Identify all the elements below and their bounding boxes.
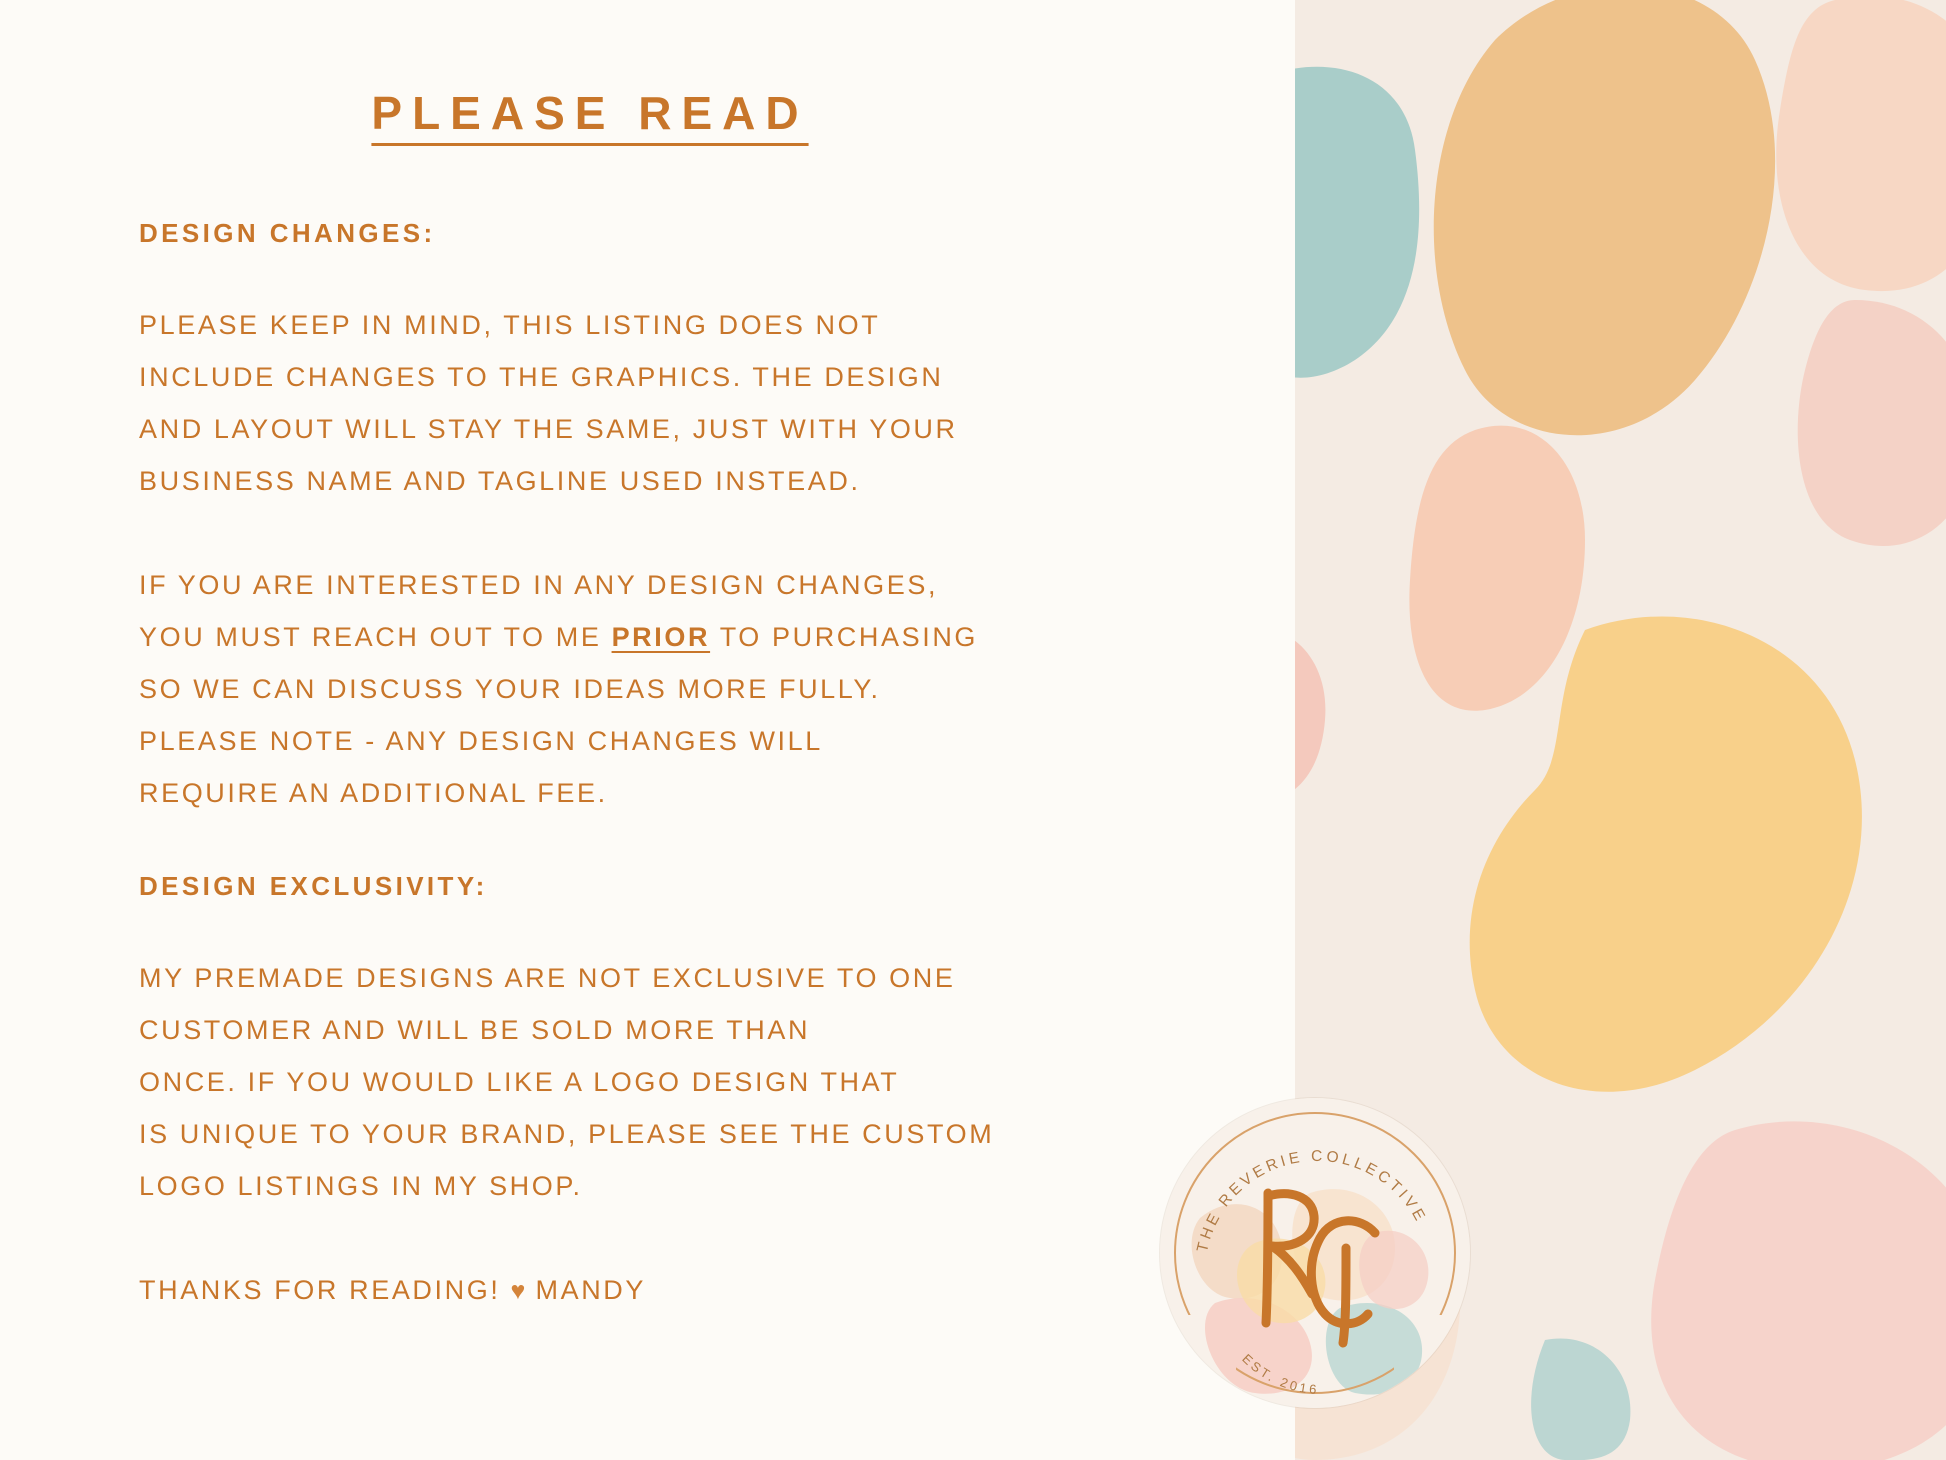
- closing-text: THANKS FOR READING!: [139, 1275, 501, 1305]
- paragraph-line: [139, 611, 1259, 663]
- paragraph-line: AND LAYOUT WILL STAY THE SAME, JUST WITH YOUR: [139, 414, 958, 444]
- paragraph-design-changes-fee: [139, 559, 1259, 819]
- paragraph-design-exclusivity: [139, 952, 1259, 1212]
- logo-arc-textpath: THE REVERIE COLLECTIVE: [1193, 1147, 1430, 1254]
- paragraph-line: LOGO LISTINGS IN MY SHOP.: [139, 1171, 583, 1201]
- paragraph-line: REQUIRE AN ADDITIONAL FEE.: [139, 778, 608, 808]
- paragraph-line: IS UNIQUE TO YOUR BRAND, PLEASE SEE THE CUSTOM: [139, 1119, 995, 1149]
- emphasis-prior: PRIOR: [611, 622, 711, 652]
- page-title: PLEASE READ: [371, 87, 809, 139]
- closing-signature: MANDY: [535, 1275, 647, 1305]
- paragraph-line: CUSTOMER AND WILL BE SOLD MORE THAN: [139, 1015, 811, 1045]
- spacer: [139, 507, 1259, 559]
- section-heading-design-changes: DESIGN CHANGES:: [139, 218, 436, 248]
- paragraph-line: IF YOU ARE INTERESTED IN ANY DESIGN CHANGES,: [139, 570, 939, 600]
- paragraph-line: ONCE. IF YOU WOULD LIKE A LOGO DESIGN THAT: [139, 1067, 900, 1097]
- logo-badge: [1160, 1098, 1470, 1408]
- paragraph-line: INCLUDE CHANGES TO THE GRAPHICS. THE DESIGN: [139, 362, 944, 392]
- paragraph-line: MY PREMADE DESIGNS ARE NOT EXCLUSIVE TO ONE: [139, 963, 956, 993]
- document-body: [139, 218, 1259, 1317]
- heart-icon: ♥: [510, 1277, 526, 1305]
- paragraph-line: SO WE CAN DISCUSS YOUR IDEAS MORE FULLY.: [139, 674, 881, 704]
- closing-line: [139, 1264, 1259, 1317]
- paragraph-design-changes: [139, 299, 1259, 507]
- logo-est-text: [1160, 1098, 1470, 1408]
- spacer: [139, 902, 1259, 952]
- paragraph-line: BUSINESS NAME AND TAGLINE USED INSTEAD.: [139, 466, 861, 496]
- spacer: [139, 249, 1259, 299]
- section-heading-design-exclusivity: DESIGN EXCLUSIVITY:: [139, 871, 488, 901]
- paragraph-line: PLEASE KEEP IN MIND, THIS LISTING DOES NOT: [139, 310, 881, 340]
- paragraph-line-part: YOU MUST REACH OUT TO ME: [139, 622, 612, 652]
- paragraph-line: PLEASE NOTE - ANY DESIGN CHANGES WILL: [139, 726, 823, 756]
- spacer: [139, 1212, 1259, 1264]
- paragraph-line-part: TO PURCHASING: [710, 622, 979, 652]
- spacer: [139, 819, 1259, 871]
- logo-est-textpath: EST. 2016: [1239, 1350, 1320, 1398]
- logo-est-label: [1239, 1351, 1320, 1397]
